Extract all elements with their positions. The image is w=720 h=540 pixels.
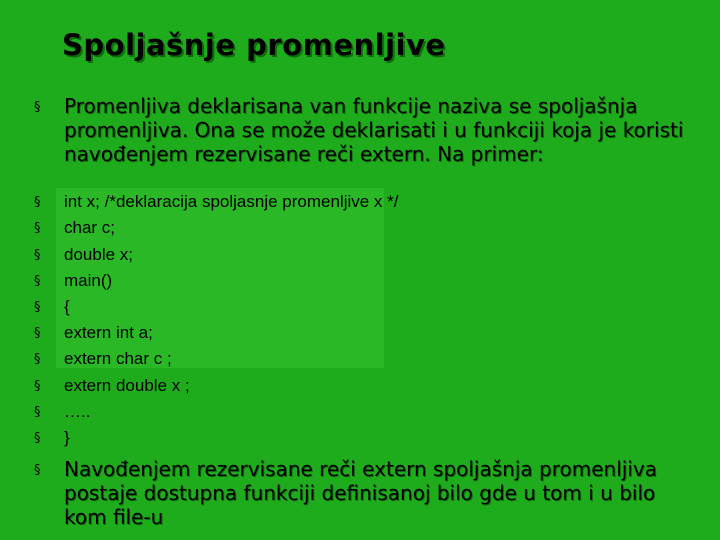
bullet-icon: § bbox=[34, 100, 41, 115]
code-line-text: ….. bbox=[64, 402, 91, 421]
bullet-icon: § bbox=[34, 463, 41, 478]
code-line-text: main() bbox=[64, 271, 113, 290]
outro-text: Navođenjem rezervisane reči extern spoljašnja promenljiva postaje dostupna funkciji definisanoj bilo gde u tom i u bilo kom file-u bbox=[64, 457, 657, 529]
intro-keyword: extern. bbox=[359, 142, 431, 166]
bullet-icon: § bbox=[34, 248, 41, 263]
intro-text-before: Promenljiva deklarisana van funkcije naziva se spoljašnja promenljiva. Ona se može deklarisati i u funkciji koja je koristi navođenjem rezervisane reči bbox=[64, 94, 684, 166]
bullet-icon: § bbox=[34, 431, 41, 446]
code-line-text: } bbox=[64, 428, 70, 447]
code-line-text: extern int a; bbox=[64, 323, 153, 342]
code-line-text: char c; bbox=[64, 218, 116, 237]
code-line-text: extern double x ; bbox=[64, 376, 190, 395]
bullet-icon: § bbox=[34, 300, 41, 315]
code-line-text: extern char c ; bbox=[64, 349, 172, 368]
bullet-icon: § bbox=[34, 195, 41, 210]
bullet-icon: § bbox=[34, 379, 41, 394]
code-line-text: { bbox=[64, 297, 70, 316]
bullet-icon: § bbox=[34, 221, 41, 236]
bullet-icon: § bbox=[34, 326, 41, 341]
bullet-icon: § bbox=[34, 405, 41, 420]
code-line-text: double x; bbox=[64, 245, 133, 264]
bullet-icon: § bbox=[34, 352, 41, 367]
intro-text bbox=[64, 94, 694, 166]
code-line-text: int x; /*deklaracija spoljasnje promenljive x */ bbox=[64, 192, 399, 211]
intro-text-after: Na primer: bbox=[430, 142, 544, 166]
bullet-icon: § bbox=[34, 274, 41, 289]
slide-title: Spoljašnje promenljive bbox=[62, 28, 446, 62]
